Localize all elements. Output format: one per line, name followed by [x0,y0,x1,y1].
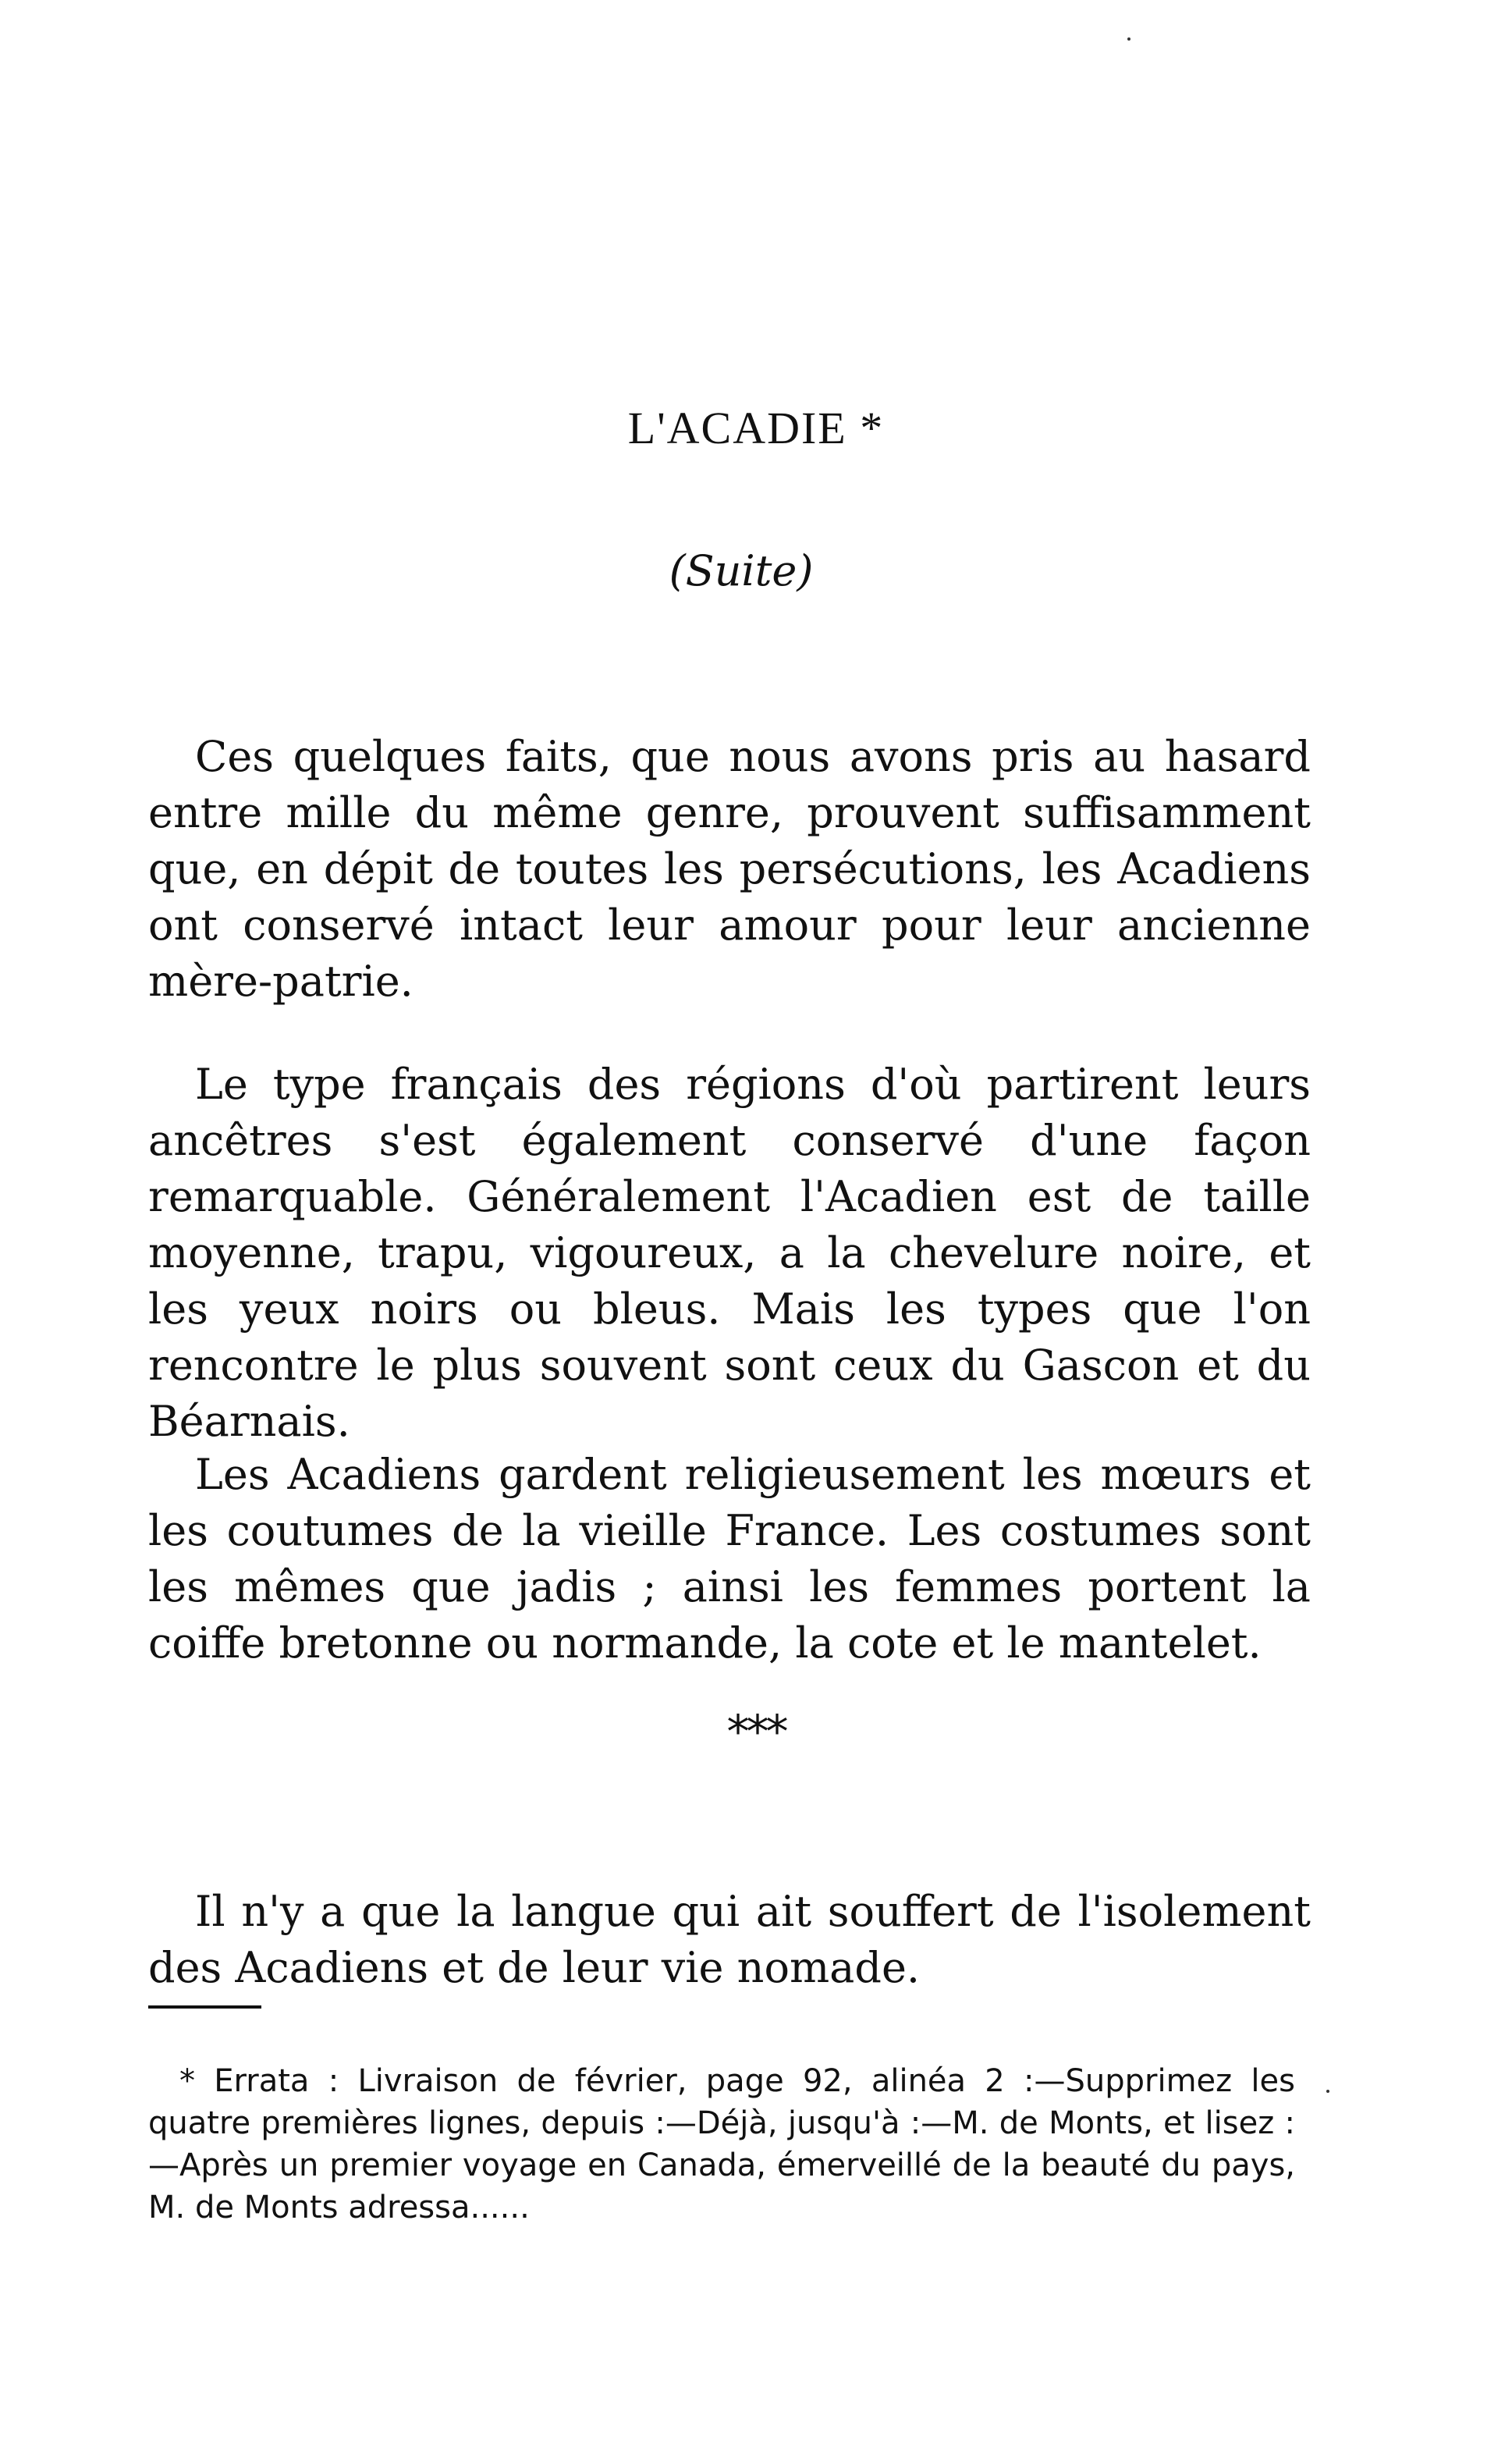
footnote-errata: * Errata : Livraison de février, page 92, alinéa 2 :—Supprimez les quatre premières lignes, depuis :—Déjà, jusqu'à :—M. de Monts, et lisez :—Après un premier voyage en Canada, émerveillé de la beauté du pays, M. de Monts adressa...... [148,2063,1295,2225]
paragraph-3: Les Acadiens gardent religieusement les mœurs et les coutumes de la vieille France. Les costumes sont les mêmes que jadis ; ainsi les femmes portent la coiffe bretonne ou normande, la cote et le mantelet. [148,1450,1311,1668]
ink-speck [1326,2090,1329,2093]
paragraph-4: Il n'y a que la langue qui ait souffert de l'isolement des Acadiens et de leur vie nomade. [148,1887,1311,1992]
paragraph-2: Le type français des régions d'où partirent leurs ancêtres s'est également conservé d'une façon remarquable. Généralement l'Acadien est de taille moyenne, trapu, vigoureux, a la chevelure noire, et les yeux noirs ou bleus. Mais les types que l'on rencontre le plus souvent sont ceux du Gascon et du Béarnais. [148,1060,1311,1446]
footnote-divider [148,2005,261,2009]
section-separator: *** [726,1705,786,1758]
page-subtitle: (Suite) [669,546,814,595]
page-title: L'ACADIE * [627,403,885,453]
ink-speck [1127,37,1130,41]
paragraph-1: Ces quelques faits, que nous avons pris au hasard entre mille du même genre, prouvent suffisamment que, en dépit de toutes les persécutions, les Acadiens ont conservé intact leur amour pour leur ancienne mère-patrie. [148,732,1311,1006]
